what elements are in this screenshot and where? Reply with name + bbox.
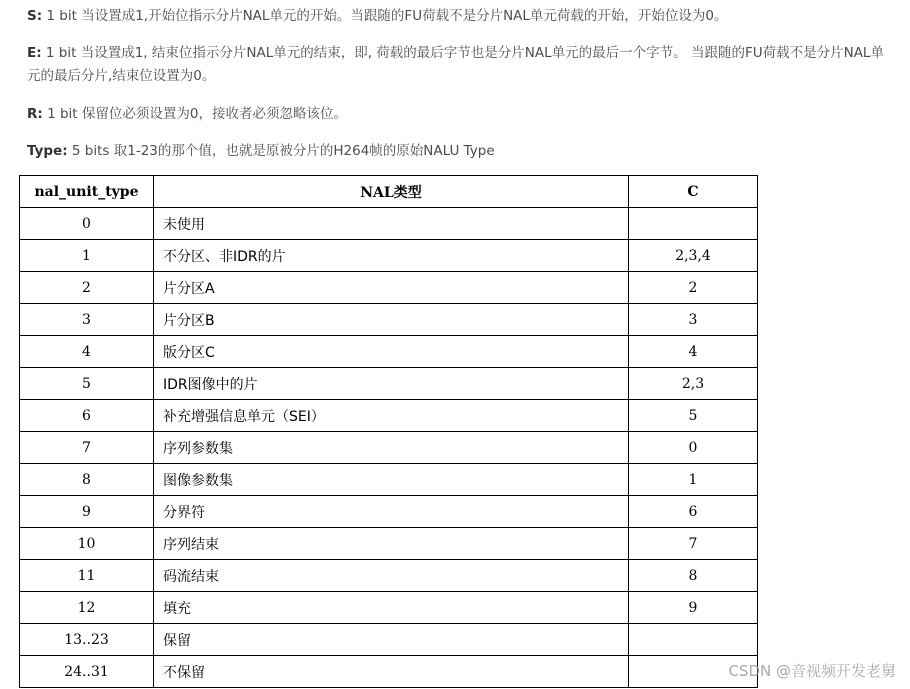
header-nal-type: NAL类型 xyxy=(154,176,629,208)
nal-unit-type-table xyxy=(19,175,758,688)
table-row xyxy=(20,400,758,432)
cell-nal-unit-type: 24..31 xyxy=(20,656,154,688)
field-key: E: xyxy=(27,45,42,61)
cell-nal-type xyxy=(154,336,629,368)
cell-nal-unit-type: 3 xyxy=(20,304,154,336)
cell-nal-unit-type: 5 xyxy=(20,368,154,400)
cell-nal-type xyxy=(154,400,629,432)
cell-nal-unit-type: 1 xyxy=(20,240,154,272)
cell-c: 5 xyxy=(629,400,758,432)
cell-nal-type-text: 填充 xyxy=(163,600,191,617)
cell-nal-type xyxy=(154,496,629,528)
cell-nal-type xyxy=(154,208,629,240)
cell-nal-type-text: 片分区A xyxy=(163,280,215,297)
paragraph-e xyxy=(27,42,897,88)
field-key: R: xyxy=(27,106,43,122)
cell-nal-unit-type: 2 xyxy=(20,272,154,304)
table-body xyxy=(20,208,758,688)
cell-nal-type-text: 片分区B xyxy=(163,312,215,329)
cell-nal-type-text: 序列结束 xyxy=(163,536,219,553)
cell-nal-type xyxy=(154,272,629,304)
cell-c: 2,3 xyxy=(629,368,758,400)
cell-nal-type xyxy=(154,464,629,496)
cell-nal-type-text: 分界符 xyxy=(163,504,205,521)
table-row xyxy=(20,624,758,656)
table-row xyxy=(20,592,758,624)
cell-c: 1 xyxy=(629,464,758,496)
table-row xyxy=(20,304,758,336)
cell-c: 4 xyxy=(629,336,758,368)
cell-nal-unit-type: 12 xyxy=(20,592,154,624)
csdn-watermark: CSDN @音视频开发老舅 xyxy=(728,662,896,680)
cell-nal-unit-type: 0 xyxy=(20,208,154,240)
header-c: C xyxy=(629,176,758,208)
cell-nal-unit-type: 6 xyxy=(20,400,154,432)
table-row xyxy=(20,272,758,304)
field-key: Type: xyxy=(27,143,68,159)
field-description: 1 bit 保留位必须设置为0，接收者必须忽略该位。 xyxy=(42,106,347,122)
field-description: 1 bit 当设置成1,开始位指示分片NAL单元的开始。当跟随的FU荷载不是分片NAL单元荷载的开始，开始位设为0。 xyxy=(42,8,728,24)
table-row xyxy=(20,528,758,560)
cell-nal-type xyxy=(154,560,629,592)
cell-c: 8 xyxy=(629,560,758,592)
cell-nal-unit-type: 8 xyxy=(20,464,154,496)
cell-nal-type xyxy=(154,432,629,464)
cell-c xyxy=(629,208,758,240)
table-row xyxy=(20,336,758,368)
cell-nal-type xyxy=(154,528,629,560)
cell-nal-type xyxy=(154,624,629,656)
table-row xyxy=(20,368,758,400)
cell-nal-unit-type: 9 xyxy=(20,496,154,528)
cell-c: 2,3,4 xyxy=(629,240,758,272)
cell-nal-type-text: 补充增强信息单元（SEI） xyxy=(163,408,325,425)
cell-nal-unit-type: 10 xyxy=(20,528,154,560)
cell-nal-unit-type: 13..23 xyxy=(20,624,154,656)
table-row xyxy=(20,560,758,592)
table-row xyxy=(20,464,758,496)
cell-c: 6 xyxy=(629,496,758,528)
cell-nal-type xyxy=(154,240,629,272)
cell-nal-type-text: 图像参数集 xyxy=(163,472,233,489)
cell-nal-unit-type: 4 xyxy=(20,336,154,368)
cell-nal-type-text: 不保留 xyxy=(163,664,205,681)
table-row xyxy=(20,208,758,240)
cell-nal-type-text: 序列参数集 xyxy=(163,440,233,457)
cell-nal-type xyxy=(154,304,629,336)
field-key: S: xyxy=(27,8,43,24)
field-description: 1 bit 当设置成1, 结束位指示分片NAL单元的结束，即, 荷载的最后字节也是分片NAL单元的最后一个字节。 当跟随的FU荷载不是分片NAL单元的最后分片,结束位设置为0。 xyxy=(27,45,884,84)
cell-nal-type xyxy=(154,592,629,624)
cell-c: 3 xyxy=(629,304,758,336)
cell-c: 2 xyxy=(629,272,758,304)
cell-c xyxy=(629,624,758,656)
cell-nal-type-text: 码流结束 xyxy=(163,568,219,585)
table-row xyxy=(20,656,758,688)
paragraph-type xyxy=(27,140,897,163)
cell-nal-unit-type: 11 xyxy=(20,560,154,592)
cell-nal-type xyxy=(154,368,629,400)
cell-c: 0 xyxy=(629,432,758,464)
cell-nal-type-text: 版分区C xyxy=(163,344,215,361)
field-description: 5 bits 取1-23的那个值，也就是原被分片的H264帧的原始NALU Type xyxy=(67,143,495,159)
header-nal-unit-type: nal_unit_type xyxy=(20,176,154,208)
table-header-row xyxy=(20,176,758,208)
cell-nal-type xyxy=(154,656,629,688)
cell-nal-type-text: 未使用 xyxy=(163,216,205,233)
paragraph-r xyxy=(27,103,897,126)
cell-nal-type-text: IDR图像中的片 xyxy=(163,376,258,393)
cell-nal-unit-type: 7 xyxy=(20,432,154,464)
table-row xyxy=(20,432,758,464)
cell-nal-type-text: 不分区、非IDR的片 xyxy=(163,248,286,265)
cell-c: 7 xyxy=(629,528,758,560)
paragraph-s xyxy=(27,5,897,28)
table-row xyxy=(20,240,758,272)
cell-nal-type-text: 保留 xyxy=(163,632,191,649)
table-row xyxy=(20,496,758,528)
cell-c: 9 xyxy=(629,592,758,624)
